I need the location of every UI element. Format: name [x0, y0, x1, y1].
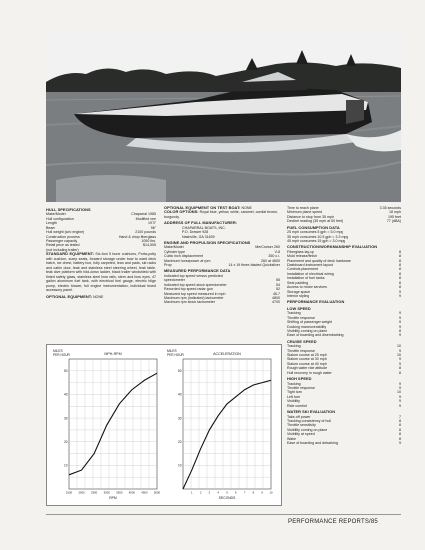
graph-title: ACCELERATION: [213, 352, 241, 356]
rating-value: 9: [399, 381, 401, 386]
rating-value: 8: [399, 366, 401, 371]
fuel-heading: FUEL CONSUMPTION DATA: [287, 224, 340, 230]
performance-key: Maximum rpm stock tachometer: [164, 300, 216, 305]
address-line: CHAPARRAL BOATS, INC.: [182, 225, 226, 230]
performance-key: Maximum rpm (indicated) tachometer: [164, 296, 224, 300]
rating-key: Hull recovery in rough water: [287, 370, 332, 375]
rating-value: 8: [399, 285, 401, 290]
performance-value: 4700: [272, 300, 280, 305]
rating-row: [287, 294, 401, 298]
rating-row: [287, 441, 401, 445]
x-tick-label: 8: [252, 490, 255, 495]
rating-value: 9: [399, 333, 401, 338]
engine-key: Maximum horsepower at rpm: [164, 258, 211, 263]
performance-key: Minimum plane speed: [287, 210, 323, 215]
rating-value: 8: [399, 328, 401, 333]
rating-key: Visibility coming on plane: [287, 427, 328, 432]
optional-equipment-heading: OPTIONAL EQUIPMENT:: [46, 294, 93, 300]
rating-row: [287, 404, 401, 408]
rating-value: 8: [399, 267, 401, 272]
rating-key: Tracking: [287, 381, 301, 386]
performance-key: Indicated top speed versus predicted: [164, 273, 223, 278]
rating-value: 8: [399, 254, 401, 259]
rating-value: 9: [399, 386, 401, 390]
rating-key: Slalom course at 40 mph: [287, 361, 327, 366]
performance-curve: [69, 373, 157, 475]
measured-performance-heading: MEASURED PERFORMANCE DATA: [164, 268, 231, 274]
performance-graphs: [46, 344, 282, 506]
color-options-heading: COLOR OPTIONS:: [164, 209, 199, 215]
x-axis-label: RPM: [109, 496, 117, 500]
y-tick-label: 20: [63, 439, 68, 444]
engine-row: [164, 263, 280, 267]
rating-key: Throttle response: [287, 315, 315, 320]
spec-key: (not including trailer): [46, 247, 79, 252]
x-tick-label: 5000: [153, 490, 161, 495]
spec-value: 96": [150, 225, 156, 230]
rating-value: 9: [399, 311, 401, 316]
rating-key: Ease of boarding and disembarking: [287, 333, 344, 338]
graph-frame: [183, 359, 271, 489]
rating-value: 9: [399, 441, 401, 446]
engine-value: MerCruiser 260: [255, 245, 280, 250]
rating-value: 9: [399, 403, 401, 408]
middle-column: [164, 206, 280, 305]
performance-key: Decibel reading (35 mph at 50 feet): [287, 219, 344, 224]
rating-value: 10: [397, 390, 401, 395]
rating-value: 9: [399, 289, 401, 294]
right-column: [287, 206, 401, 446]
engine-key: Prop: [164, 263, 172, 268]
engine-value: 260 at 4600: [261, 258, 280, 263]
y-axis-label: MILES: [53, 349, 63, 353]
rating-key: Visibility at speed: [287, 432, 315, 437]
rating-value: 9: [399, 357, 401, 362]
address-line: P.O. Drawer 928: [182, 230, 209, 235]
rating-key: Placement and quality of deck hardware: [287, 258, 351, 263]
rating-value: 10: [397, 353, 401, 358]
graph-title: MPH-RPM: [104, 352, 122, 356]
performance-value: 195 feet: [388, 214, 401, 219]
x-tick-label: 2500: [91, 490, 98, 495]
x-tick-label: 3: [208, 490, 211, 495]
rating-key: Mold release/finish: [287, 254, 317, 259]
spec-value: Chaparral 1985: [131, 212, 156, 217]
rating-key: Installation of electrical wiring: [287, 271, 334, 276]
y-axis-label: MILES: [167, 349, 177, 353]
rating-value: 7: [399, 414, 401, 419]
y-tick-label: 10: [177, 463, 182, 468]
rating-key: Left turn: [287, 394, 301, 399]
rating-value: 8: [399, 249, 401, 254]
x-tick-label: 3000: [103, 490, 110, 495]
spec-value: 1050 lbs.: [141, 238, 156, 243]
performance-row: [164, 300, 280, 304]
y-tick-label: 50: [177, 369, 182, 374]
performance-value: 4800: [272, 296, 280, 300]
performance-key: Recorded top speed radar gun: [164, 287, 213, 292]
rating-key: Visibility: [287, 399, 300, 404]
spec-key: Hull weight (w/o engine): [46, 230, 85, 235]
rating-value: 8: [399, 271, 401, 276]
construction-heading: CONSTRUCTION/WORKMANSHIP EVALUATION: [287, 244, 378, 250]
rating-key: Throttle sensitivity: [287, 423, 316, 428]
x-tick-label: 4500: [141, 490, 148, 495]
spec-key: Hull configuration: [46, 216, 74, 221]
performance-value: 46.7: [273, 291, 280, 296]
y-tick-label: 40: [63, 392, 68, 397]
performance-value: 54: [276, 282, 280, 287]
engine-value: 350 c.i.: [268, 254, 280, 259]
x-axis-label: SECONDS: [218, 496, 236, 500]
low-speed-heading: LOW SPEED: [287, 305, 311, 311]
engine-value: V-8: [274, 249, 280, 254]
x-tick-label: 6: [235, 490, 237, 495]
boat-photo: [46, 30, 401, 202]
performance-key: Measured top speed measured in mph: [164, 291, 226, 296]
rating-key: Access to motor services: [287, 285, 327, 290]
spec-key: Length: [46, 221, 57, 226]
performance-key: Indicated top speed stock speedometer: [164, 282, 227, 287]
engine-value: 14 x 19 three-bladed Quicksilver: [228, 263, 280, 268]
rating-key: Tracking consistency of hull: [287, 418, 332, 423]
rating-value: 8: [399, 280, 401, 285]
rating-value: 9: [399, 348, 401, 353]
x-tick-label: 2: [199, 490, 202, 495]
rating-key: Throttle response: [287, 348, 315, 353]
spec-key: Beam: [46, 225, 56, 230]
rating-key: Wake: [287, 436, 297, 441]
rating-value: 9: [399, 315, 401, 320]
spec-value: Hand & chop fiberglass: [118, 234, 156, 239]
page-footer: PERFORMANCE REPORTS/85: [288, 519, 378, 525]
rating-key: Rough water ride attitude: [287, 366, 328, 371]
rating-value: 8: [399, 423, 401, 428]
rating-key: Storage space: [287, 289, 311, 294]
standard-equipment-heading: STANDARD EQUIPMENT:: [46, 251, 94, 257]
rating-key: Tight turn: [287, 390, 303, 395]
y-tick-label: 50: [63, 369, 68, 374]
y-axis-label: PER HOUR: [167, 353, 184, 357]
rating-value: 8: [399, 436, 401, 441]
rating-value: 9: [399, 324, 401, 329]
engine-heading: ENGINE AND PROPULSION SPECIFICATIONS: [164, 239, 251, 245]
x-tick-label: 10: [269, 490, 273, 495]
rating-key: Ride comfort: [287, 403, 308, 408]
rating-row: [287, 333, 401, 337]
x-tick-label: 9: [261, 490, 263, 495]
rating-value: 8: [399, 258, 401, 263]
performance-value: 55: [276, 278, 280, 283]
rating-value: 9: [399, 294, 401, 299]
fuel-row: [287, 239, 401, 243]
color-options: [164, 210, 280, 219]
rating-value: 8: [399, 370, 401, 375]
spec-value: $14,505: [143, 243, 156, 248]
performance-eval-heading: PERFORMANCE EVALUATION: [287, 299, 345, 305]
rating-value: 9: [399, 394, 401, 399]
rating-value: 8: [399, 418, 401, 423]
address-line: Nashville, GA 31639: [182, 234, 215, 239]
x-tick-label: 7: [243, 490, 246, 495]
spec-key: Passenger capacity: [46, 238, 78, 243]
boat-photo-illustration: [46, 30, 401, 202]
footer-rule: [46, 514, 401, 515]
rating-key: Seat padding: [287, 280, 309, 285]
spec-key: Make/Model: [46, 212, 66, 217]
rating-key: Docking maneuverability: [287, 324, 327, 329]
rating-key: Shifting of passenger weight: [287, 320, 333, 325]
performance-value: 3.35 seconds: [379, 206, 401, 210]
cruise-speed-heading: CRUISE SPEED: [287, 338, 317, 344]
x-tick-label: 1: [191, 490, 193, 495]
performance-graphs-svg: [47, 345, 281, 505]
rating-key: Fiberglass lay-up: [287, 249, 315, 254]
rating-value: 8: [399, 263, 401, 268]
rating-key: Ease of boarding and debarking: [287, 441, 338, 446]
optional-equipment: [46, 295, 156, 299]
performance-key: speedometer: [164, 278, 185, 283]
spec-key: Retail price as tested: [46, 243, 80, 248]
address-heading: ADDRESS OF FULL MANUFACTURER:: [164, 220, 238, 226]
rating-key: Take-off power: [287, 414, 311, 419]
rating-key: Installation of fuel tanks: [287, 276, 325, 281]
engine-key: Cylinder type: [164, 249, 185, 254]
x-tick-label: 4: [217, 490, 219, 495]
y-tick-label: 30: [63, 416, 68, 421]
spec-key: Construction process: [46, 234, 80, 239]
y-tick-label: 40: [177, 392, 182, 397]
spec-value: 2100 pounds: [135, 230, 156, 235]
performance-value: 52: [276, 287, 280, 292]
hull-spec-list: [46, 212, 156, 252]
spec-value: Modified vee: [135, 216, 156, 221]
rating-key: Tracking: [287, 344, 301, 349]
rating-key: Dashboard instrument layout: [287, 263, 333, 268]
performance-row: [287, 219, 401, 223]
performance-key: Time to reach plane: [287, 206, 319, 210]
water-ski-heading: WATER SKI EVALUATION: [287, 409, 336, 415]
tested-equipment-value: NONE: [241, 206, 252, 210]
fuel-key: 25 mph consumes 5 gph = 5.0 mpg: [287, 230, 344, 235]
rating-key: Interior styling: [287, 294, 310, 299]
x-tick-label: 5: [226, 490, 228, 495]
rating-value: 8: [399, 276, 401, 281]
rating-key: Slalom course at 30 mph: [287, 357, 327, 362]
x-tick-label: 2000: [78, 490, 85, 495]
rating-value: 10: [397, 344, 401, 349]
left-column: [46, 206, 156, 300]
rating-value: 8: [399, 427, 401, 432]
rating-value: 9: [399, 361, 401, 366]
performance-value: 77 (dBA): [386, 219, 401, 224]
rating-value: 8: [399, 432, 401, 437]
engine-key: Cubic inch displacement: [164, 254, 203, 259]
rating-key: Slalom course at 25 mph: [287, 353, 327, 358]
rating-key: Tracking: [287, 311, 301, 316]
rating-row: [287, 371, 401, 375]
spec-value: 19'3": [148, 221, 156, 226]
high-speed-heading: HIGH SPEED: [287, 376, 312, 382]
rating-key: Controls placement: [287, 267, 318, 272]
engine-key: Make/Model: [164, 245, 184, 250]
performance-curve: [183, 380, 271, 489]
optional-equipment-value: NONE: [93, 295, 104, 300]
performance-key: Distance to stop from 35 mph: [287, 214, 334, 219]
y-tick-label: 20: [177, 439, 182, 444]
y-tick-label: 30: [177, 416, 182, 421]
rating-value: 9: [399, 320, 401, 325]
standard-equipment-text: Six-foot 5 bune cushions, Porta-potty with cushion, sump seats, forward storage under bow to ward deck hatch, ice chest, battery box, fully carpeted, lean and pads, ski racks and cabin door, teak and stainless steel steering wheel, teak table, teak dive platform with fold-down ladder, black trailer windshield with tinted safety glass, stainless steel bow rails, stern and bow eyes, 47 gallon aluminum fuel tank, with electrical fuel gauge, electric bilge pump, electric blower, full engine instrumentation, individual fused accessory panel.: [46, 252, 156, 292]
rating-key: Throttle response: [287, 386, 315, 390]
x-tick-label: 4000: [128, 490, 135, 495]
y-tick-label: 10: [63, 463, 68, 468]
color-options-value: Royal blue, yellow, white, caramel, cordial brown, burgundy.: [164, 210, 278, 219]
standard-equipment: [46, 252, 156, 292]
y-axis-label: PER HOUR: [53, 353, 70, 357]
x-tick-label: 3500: [116, 490, 123, 495]
tested-equipment-heading: OPTIONAL EQUIPMENT ON TEST BOAT:: [164, 205, 241, 210]
rating-key: Visibility coming on plane: [287, 328, 328, 333]
rating-value: 9: [399, 399, 401, 404]
fuel-key: 35 mph consumes 10.5 gph = 3.3 mpg: [287, 234, 349, 239]
x-tick-label: 1500: [65, 490, 73, 495]
performance-value: 18 mph: [389, 210, 401, 215]
hull-spec-heading: HULL SPECIFICATIONS: [46, 206, 91, 212]
fuel-key: 45 mph consumes 15 gph = 3.0 mpg: [287, 238, 346, 243]
